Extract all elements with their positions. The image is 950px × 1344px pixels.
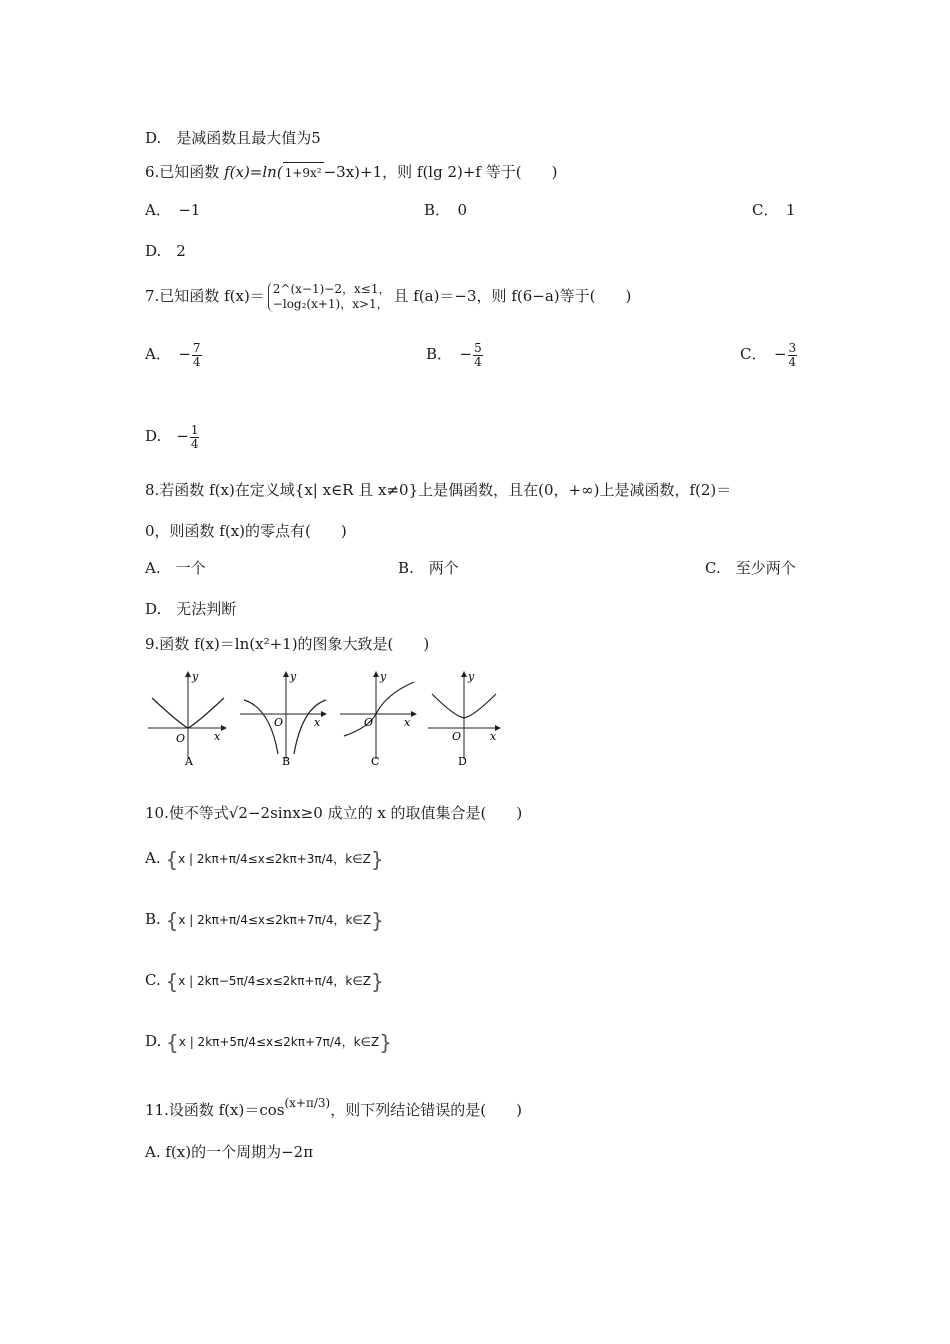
q7-option-b	[426, 340, 484, 369]
q7-option-b-num: 5	[474, 340, 482, 355]
q6-rest: −3x)+1，则 f(lg 2)+f 等于( )	[323, 163, 558, 181]
q6-sqrt: 1+9x²	[283, 162, 324, 183]
q10-option-d	[145, 1026, 392, 1057]
q10-option-d-label: D.	[145, 1032, 162, 1050]
q10-option-d-set-text: x | 2kπ+5π/4≤x≤2kπ+7π/4，k∈Z	[178, 1034, 380, 1049]
q10-option-b-set-text: x | 2kπ+π/4≤x≤2kπ+7π/4，k∈Z	[178, 912, 372, 927]
q11-option-a: A. f(x)的一个周期为−2π	[145, 1143, 314, 1161]
q10-option-a-set-text: x | 2kπ+π/4≤x≤2kπ+3π/4，k∈Z	[178, 851, 371, 866]
q8-line2: 0，则函数 f(x)的零点有( )	[145, 522, 347, 540]
graph-b	[240, 670, 326, 768]
q10-option-c-set-text: x | 2kπ−5π/4≤x≤2kπ+π/4，k∈Z	[178, 973, 372, 988]
q10-option-b	[145, 904, 384, 935]
q6-option-a: A． −1	[145, 201, 201, 219]
graph-d-y-label: y	[468, 670, 475, 683]
graph-a-x-label: x	[214, 730, 221, 743]
q7-option-d-label: D. −	[145, 427, 189, 445]
graph-d-x-label: x	[490, 730, 497, 743]
graph-d-origin: O	[452, 730, 462, 743]
q8-option-b: B. 两个	[398, 559, 459, 577]
q10-option-a	[145, 843, 384, 874]
q7-option-b-frac	[473, 342, 483, 369]
graph-a-origin: O	[176, 732, 186, 745]
q7-option-d-frac	[190, 424, 200, 451]
graph-a-y-label: y	[192, 670, 199, 683]
q6-option-b: B． 0	[424, 201, 468, 219]
q7-option-a-frac	[192, 342, 202, 369]
graph-a-label: A	[185, 755, 193, 768]
q10-option-b-set: {x | 2kπ+π/4≤x≤2kπ+7π/4，k∈Z}	[165, 908, 384, 933]
q11-stem	[145, 1086, 522, 1127]
q7-option-c-num: 3	[788, 340, 797, 355]
q7-case2: −log₂(x+1)，x>1，	[272, 297, 389, 311]
graph-c-x-label: x	[404, 716, 411, 729]
q10-option-d-set: {x | 2kπ+5π/4≤x≤2kπ+7π/4，k∈Z}	[166, 1030, 392, 1055]
q7-option-c	[740, 340, 798, 369]
q10-option-c-set: {x | 2kπ−5π/4≤x≤2kπ+π/4，k∈Z}	[165, 969, 384, 994]
q7-option-a-num: 7	[192, 340, 201, 355]
q8-option-c: C. 至少两个	[705, 559, 796, 577]
graph-b-x-label: x	[314, 716, 321, 729]
q11-stem-arg: (x+π/3)	[284, 1096, 331, 1110]
q7-option-b-den: 4	[474, 354, 482, 369]
q6-prefix: 6.已知函数	[145, 163, 225, 181]
q10-option-b-label: B.	[145, 910, 161, 928]
q8-option-a: A. 一个	[145, 559, 206, 577]
graph-b-label: B	[282, 755, 291, 768]
q7-option-b-label: B． −	[426, 345, 473, 363]
graph-d-label: D	[458, 755, 467, 768]
q7-option-d-den: 4	[190, 436, 199, 451]
q7-option-c-label: C． −	[740, 345, 787, 363]
q7-option-d	[145, 422, 200, 451]
q6-option-d: D. 2	[145, 242, 186, 260]
graph-d	[428, 670, 500, 768]
q7-stem	[145, 276, 631, 316]
q11-stem-post: ，则下列结论错误的是( )	[330, 1101, 522, 1119]
q10-option-c-label: C.	[145, 971, 161, 989]
q7-rest: 且 f(a)＝−3，则 f(6−a)等于( )	[393, 287, 632, 305]
q7-option-a	[145, 340, 203, 369]
q9-graphs	[140, 664, 510, 774]
q7-option-a-label: A． −	[145, 345, 191, 363]
q7-case1: 2^(x−1)−2，x≤1，	[272, 282, 391, 296]
graph-c	[340, 670, 416, 768]
q10-option-c	[145, 965, 384, 996]
q7-option-c-den: 4	[788, 354, 797, 369]
graph-c-origin: O	[364, 716, 374, 729]
q10-option-a-set: {x | 2kπ+π/4≤x≤2kπ+3π/4，k∈Z}	[165, 847, 384, 872]
q11-stem-pre: 11.设函数 f(x)＝cos	[145, 1101, 285, 1119]
q7-option-c-frac	[788, 342, 798, 369]
q6-stem	[145, 162, 557, 183]
q7-option-a-den: 4	[192, 354, 201, 369]
q7-piecewise	[268, 282, 391, 312]
q6-func: f(x)=ln(	[224, 163, 283, 181]
graph-b-y-label: y	[290, 670, 297, 683]
graph-a	[148, 670, 226, 768]
q9-stem: 9.函数 f(x)＝ln(x²+1)的图象大致是( )	[145, 635, 430, 653]
graph-c-label: C	[371, 755, 380, 768]
q8-option-d: D. 无法判断	[145, 600, 237, 618]
graph-b-origin: O	[274, 716, 284, 729]
q10-stem: 10.使不等式√2−2sinx≥0 成立的 x 的取值集合是( )	[145, 804, 523, 822]
graph-c-y-label: y	[380, 670, 387, 683]
q10-option-a-label: A.	[145, 849, 161, 867]
q7-option-d-num: 1	[190, 422, 199, 437]
q7-prefix: 7.已知函数 f(x)＝	[145, 287, 265, 305]
q5-option-d: D. 是减函数且最大值为5	[145, 129, 321, 147]
q6-option-c: C． 1	[752, 201, 796, 219]
q8-line1: 8.若函数 f(x)在定义域{x| x∈R 且 x≠0}上是偶函数，且在(0，+∞)上是减函数，f(2)＝	[145, 481, 732, 499]
